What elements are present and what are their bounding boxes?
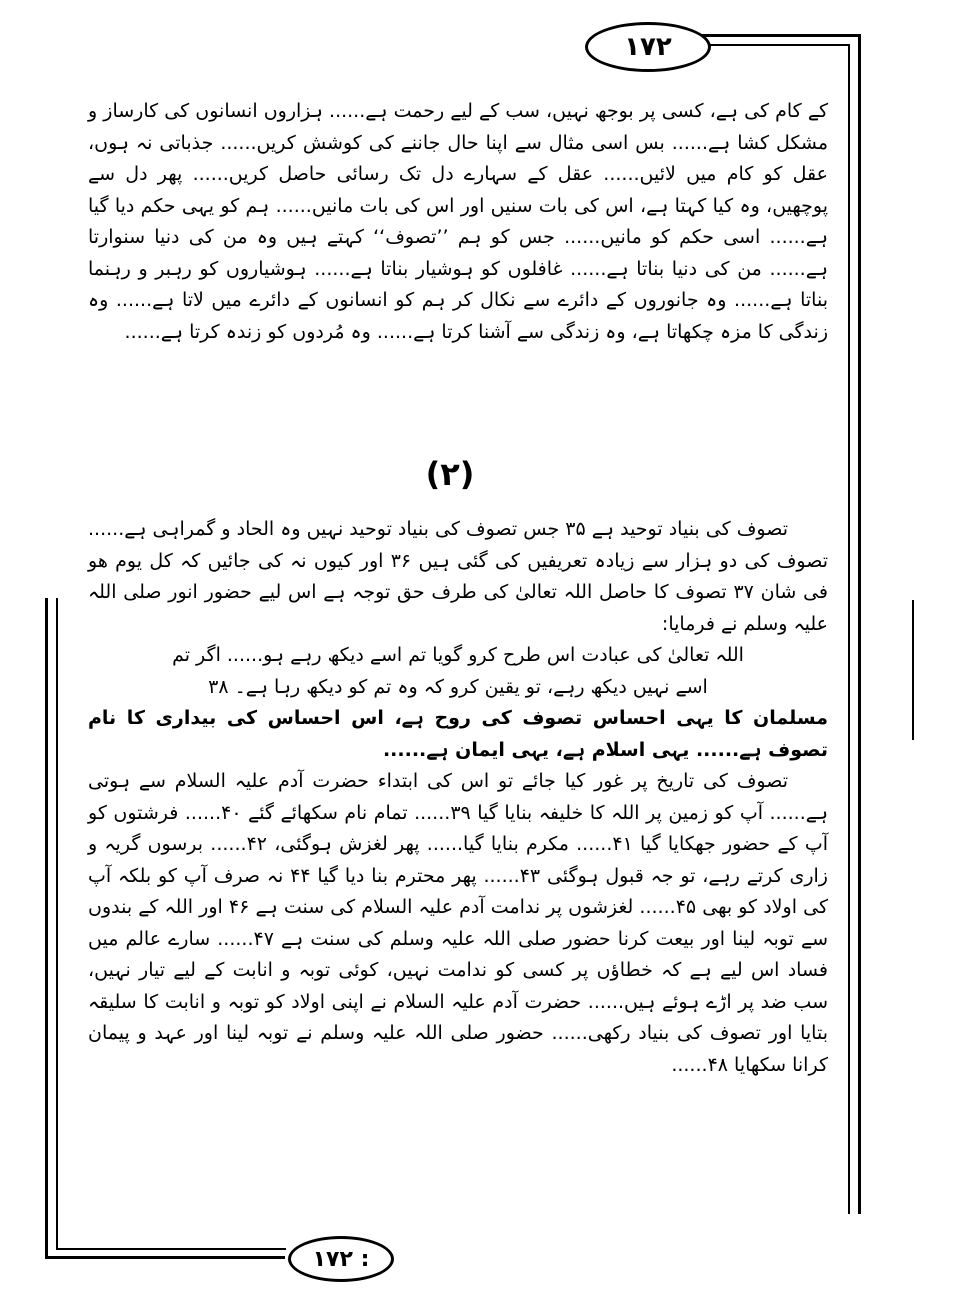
frame-top-rule-inner: [710, 44, 850, 46]
frame-right-rule-inner: [848, 44, 850, 1214]
hadith-quote-line-2: اسے نہیں دیکھ رہے، تو یقین کرو کہ وہ تم کو دیکھ رہا ہے۔ ۳۸: [208, 675, 708, 698]
frame-left-rule: [45, 598, 48, 1258]
hadith-quote-line-1: اللہ تعالیٰ کی عبادت اس طرح کرو گویا تم اسے دیکھ رہے ہو...... اگر تم: [172, 644, 744, 666]
section-one-paragraph: کے کام کی ہے، کسی پر بوجھ نہیں، سب کے لیے رحمت ہے...... ہزاروں انسانوں کی کارساز و مشکل کشا ہے...... بس اسی مثال سے اپنا حال جاننے کی کوشش کریں...... جذباتی نہ ہوں، عقل کو کام میں لائیں...... عقل کے سہارے دل تک رسائی حاصل کریں...... پھر دل سے پوچھیں، وہ کیا کہتا ہے، اس کی بات سنیں اور اس کی بات مانیں...... ہم کو یہی حکم دیا گیا ہے...... اسی حکم کو مانیں...... جس کو ہم ’’تصوف‘‘ کہتے ہیں وہ من کی دنیا سنوارتا ہے...... من کی دنیا بناتا ہے...... غافلوں کو ہوشیار بناتا ہے...... ہوشیاروں کو رہبر و رہنما بناتا ہے...... وہ جانوروں کے دائرے سے نکال کر ہم کو انسانوں کے دائرے میں لاتا ہے...... وہ زندگی کا مزہ چکھاتا ہے، وہ زندگی سے آشنا کرتا ہے...... وہ مُردوں کو زندہ کرتا ہے......: [88, 100, 828, 343]
frame-left-rule-inner: [56, 598, 58, 1250]
frame-bottom-rule-inner: [56, 1248, 286, 1250]
frame-side-mark: [912, 600, 914, 740]
section-two-paragraph-2: مسلمان کا یہی احساس تصوف کی روح ہے، اس احساس کی بیداری کا نام تصوف ہے...... یہی اسلام ہے، یہی ایمان ہے......: [88, 707, 828, 761]
section-two-paragraph-1: تصوف کی بنیاد توحید ہے ۳۵ جس تصوف کی بنیاد توحید نہیں وہ الحاد و گمراہی ہے...... تصوف کی دو ہزار سے زیادہ تعریفیں کی گئی ہیں ۳۶ اور کیوں نہ کی جائیں کہ کل یوم ھو فی شان ۳۷ تصوف کا حاصل اللہ تعالیٰ کی طرف حق توجہ ہے اس لیے حضور انور صلی اللہ علیہ وسلم نے فرمایا:: [88, 518, 828, 635]
frame-right-rule: [858, 34, 861, 1214]
footer-page-number: ١٧٢ :: [288, 1236, 394, 1282]
section-two: [88, 514, 828, 1081]
section-one: [88, 96, 828, 348]
section-two-paragraph-3: تصوف کی تاریخ پر غور کیا جائے تو اس کی ابتداء حضرت آدم علیہ السلام سے ہوتی ہے...... آپ کو زمین پر اللہ کا خلیفہ بنایا گیا ۳۹...... تمام نام سکھائے گئے ۴۰...... فرشتوں کو آپ کے حضور جھکایا گیا ۴۱...... مکرم بنایا گیا...... پھر لغزش ہوگئی، ۴۲...... برسوں گریہ و زاری کرتے رہے، تو جہ قبول ہوگئی ۴۳...... پھر محترم بنا دیا گیا ۴۴ نہ صرف آپ کو بلکہ آپ کی اولاد کو بھی ۴۵...... لغزشوں پر ندامت آدم علیہ السلام کی سنت ہے ۴۶ اور اللہ کے بندوں سے توبہ لینا اور بیعت کرنا حضور صلی اللہ علیہ وسلم کی سنت ہے ۴۷...... سارے عالم میں فساد اس لیے ہے کہ خطاؤں پر کسی کو ندامت نہیں، کوئی توبہ و انابت کے لیے تیار نہیں، سب ضد پر اڑے ہوئے ہیں...... حضرت آدم علیہ السلام نے اپنی اولاد کو توبہ و انابت کا سلیقہ بتایا اور تصوف کی بنیاد رکھی...... حضور صلی اللہ علیہ وسلم نے توبہ لینا اور عہد و پیمان کرانا سکھایا ۴۸......: [88, 770, 829, 1076]
frame-top-rule: [700, 34, 860, 37]
header-page-number: ١٧٢: [585, 22, 711, 72]
section-two-heading: (۲): [425, 455, 475, 493]
frame-bottom-rule: [45, 1256, 285, 1259]
